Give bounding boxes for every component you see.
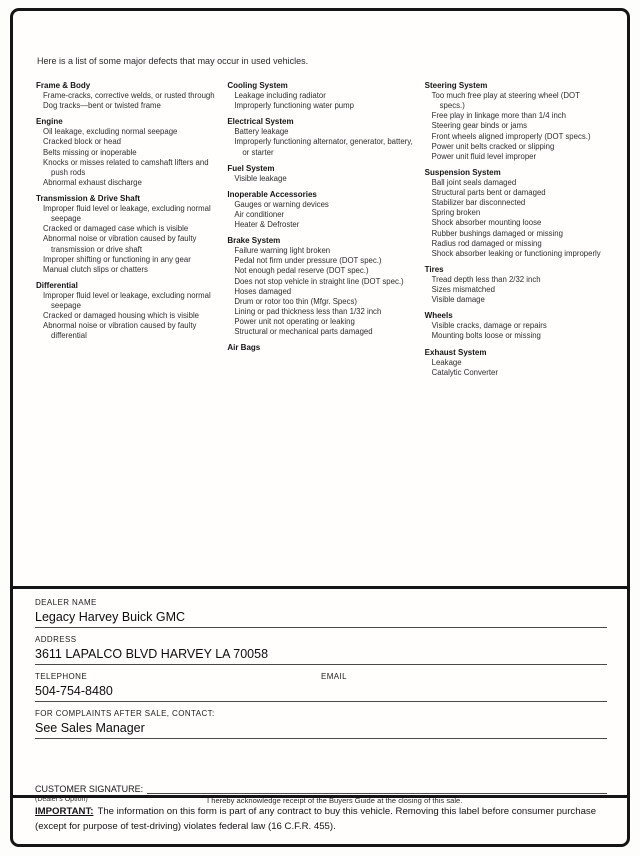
signature-label: CUSTOMER SIGNATURE:: [35, 784, 144, 794]
defect-column-1: [36, 81, 227, 384]
defect-item: Visible damage: [431, 295, 485, 305]
defect-item: Lining or pad thickness less than 1/32 inch: [234, 306, 382, 316]
defect-item: Mounting bolts loose or missing: [431, 331, 541, 341]
defect-item: Power unit not operating or leaking: [234, 317, 355, 326]
defect-item: Improper fluid level or leakage, excluding normal seepage: [43, 290, 211, 310]
dealer-form: [13, 586, 627, 805]
defect-item: Structural parts bent or damaged: [431, 188, 546, 197]
defect-item: Shock absorber mounting loose: [431, 218, 542, 228]
defect-item: Spring broken: [431, 208, 481, 218]
signature-acknowledgment: I hereby acknowledge receipt of the Buyers Guide at the closing of this sale.: [207, 796, 463, 805]
intro-text: Here is a list of some major defects that may occur in used vehicles.: [37, 56, 309, 66]
address-value: 3611 LAPALCO BLVD HARVEY LA 70058: [35, 647, 269, 661]
defect-item: Oil leakage, excluding normal seepage: [43, 127, 178, 137]
defect-item: Improper shifting or functioning in any gear: [43, 254, 191, 264]
signature-row: [35, 783, 607, 794]
address-field: [35, 635, 607, 665]
defect-item: Tread depth less than 2/32 inch: [431, 274, 541, 284]
defect-section-title: Brake System: [227, 236, 281, 246]
complaints-label: FOR COMPLAINTS AFTER SALE, CONTACT:: [35, 709, 215, 718]
defect-item: Structural or mechanical parts damaged: [234, 327, 373, 337]
defect-item: Dog tracks—bent or twisted frame: [43, 101, 161, 111]
defect-section-title: Wheels: [424, 311, 453, 321]
defect-item: Too much free play at steering wheel (DOT specs.): [431, 91, 580, 111]
defect-item: Hoses damaged: [234, 286, 292, 296]
dealer-name-label: DEALER NAME: [35, 598, 97, 607]
defect-item: Radius rod damaged or missing: [431, 238, 542, 248]
defect-item: Not enough pedal reserve (DOT spec.): [234, 266, 369, 276]
defect-item: Heater & Defroster: [234, 220, 300, 229]
defect-columns: [36, 81, 613, 384]
defect-section-title: Transmission & Drive Shaft: [36, 194, 141, 203]
defect-section: [36, 281, 217, 342]
defect-section-title: Frame & Body: [36, 81, 91, 90]
defect-item: Improper fluid level or leakage, excluding normal seepage: [43, 204, 211, 224]
defect-item: Abnormal exhaust discharge: [43, 177, 142, 187]
defect-item: Battery leakage: [234, 127, 289, 137]
defect-item: Ball joint seals damaged: [431, 177, 517, 187]
complaints-field: [35, 709, 607, 739]
defect-section: [36, 81, 217, 111]
defect-item: Belts missing or inoperable: [43, 147, 137, 157]
defect-section: [227, 190, 414, 230]
defect-section-title: Air Bags: [227, 343, 261, 353]
defect-item: Power unit belts cracked or slipping: [431, 141, 555, 151]
defect-item: Manual clutch slips or chatters: [43, 264, 148, 274]
defect-item: Steering gear binds or jams: [431, 121, 528, 131]
defect-item: Leakage including radiator: [234, 91, 326, 100]
defect-item: Does not stop vehicle in straight line (DOT spec.): [234, 276, 404, 286]
defect-item: Improperly functioning water pump: [234, 101, 354, 111]
defect-section: [36, 194, 217, 275]
defect-section-title: Fuel System: [227, 163, 275, 173]
defect-item: Abnormal noise or vibration caused by faulty differential: [43, 321, 197, 341]
defect-item: Abnormal noise or vibration caused by faulty transmission or drive shaft: [43, 234, 197, 254]
defect-item: Leakage: [431, 357, 462, 367]
defect-item: Shock absorber leaking or functioning improperly: [431, 248, 601, 258]
email-value: [321, 681, 607, 699]
defect-item: Knocks or misses related to camshaft lifters and push rods: [43, 157, 209, 177]
defect-section: [425, 265, 603, 305]
defect-item: Sizes mismatched: [431, 285, 495, 294]
defect-section-title: Exhaust System: [424, 347, 487, 357]
defect-item: Stabilizer bar disconnected: [431, 198, 526, 208]
defect-section: [425, 168, 603, 259]
defect-section-title: Suspension System: [424, 167, 501, 177]
defect-item: Gauges or warning devices: [234, 199, 329, 209]
defect-section: [227, 236, 414, 337]
telephone-value: 504-754-8480: [35, 684, 113, 698]
document-sheet: [10, 8, 630, 847]
defect-item: Air conditioner: [234, 209, 285, 219]
defect-item: Catalytic Converter: [431, 367, 498, 377]
defect-item: Visible leakage: [234, 173, 287, 183]
defect-section-title: Steering System: [424, 81, 488, 90]
telephone-block: [35, 672, 321, 699]
telephone-label: TELEPHONE: [35, 672, 88, 681]
important-text: The information on this form is part of any contract to buy this vehicle. Removing this label before consumer purchase (except for purpose of test-driving) violates federal law (16 C.F.R. 455).: [35, 806, 597, 833]
defect-section: [425, 311, 603, 341]
dealer-name-field: [35, 598, 607, 628]
defect-item: Drum or rotor too thin (Mfgr. Specs): [234, 296, 357, 306]
defect-item: Rubber bushings damaged or missing: [431, 228, 563, 238]
signature-note: (Dealer's Option): [35, 796, 88, 803]
defect-section: [425, 348, 603, 378]
defect-item: Cracked or damaged housing which is visible: [43, 311, 200, 321]
important-notice: [13, 795, 627, 844]
defect-item: Visible cracks, damage or repairs: [431, 321, 547, 331]
defect-item: Frame-cracks, corrective welds, or rusted through: [43, 91, 215, 100]
email-label: EMAIL: [321, 672, 348, 681]
defect-item: Power unit fluid level improper: [431, 151, 537, 161]
defect-section: [227, 164, 414, 184]
complaints-value: See Sales Manager: [35, 721, 145, 735]
defect-item: Failure warning light broken: [234, 246, 331, 256]
defect-item: Improperly functioning alternator, generator, battery, or starter: [234, 137, 413, 157]
important-label: IMPORTANT:: [35, 806, 94, 818]
defect-section: [36, 117, 217, 188]
defect-column-2: [227, 81, 424, 384]
defect-section-title: Electrical System: [227, 117, 294, 127]
defect-section: [227, 81, 414, 111]
defect-item: Pedal not firm under pressure (DOT spec.): [234, 256, 382, 266]
defect-section-title: Engine: [36, 117, 63, 127]
defect-section: [227, 343, 414, 352]
defect-item: Cracked or damaged case which is visible: [43, 224, 189, 234]
signature-line: [147, 783, 607, 794]
defect-item: Cracked block or head: [43, 137, 122, 147]
defect-section-title: Tires: [424, 264, 444, 274]
defect-item: Front wheels aligned improperly (DOT specs.): [431, 131, 591, 141]
defect-section: [425, 81, 603, 162]
address-label: ADDRESS: [35, 635, 77, 644]
defect-section-title: Cooling System: [227, 81, 288, 90]
defect-section: [227, 117, 414, 157]
defect-section-title: Differential: [36, 280, 78, 290]
defect-item: Free play in linkage more than 1/4 inch: [431, 111, 567, 121]
dealer-name-value: Legacy Harvey Buick GMC: [35, 610, 186, 624]
email-block: [321, 672, 607, 699]
defect-section-title: Inoperable Accessories: [227, 189, 317, 199]
defect-column-3: [425, 81, 613, 384]
telephone-email-field: [35, 672, 607, 702]
form-divider: [13, 586, 627, 589]
